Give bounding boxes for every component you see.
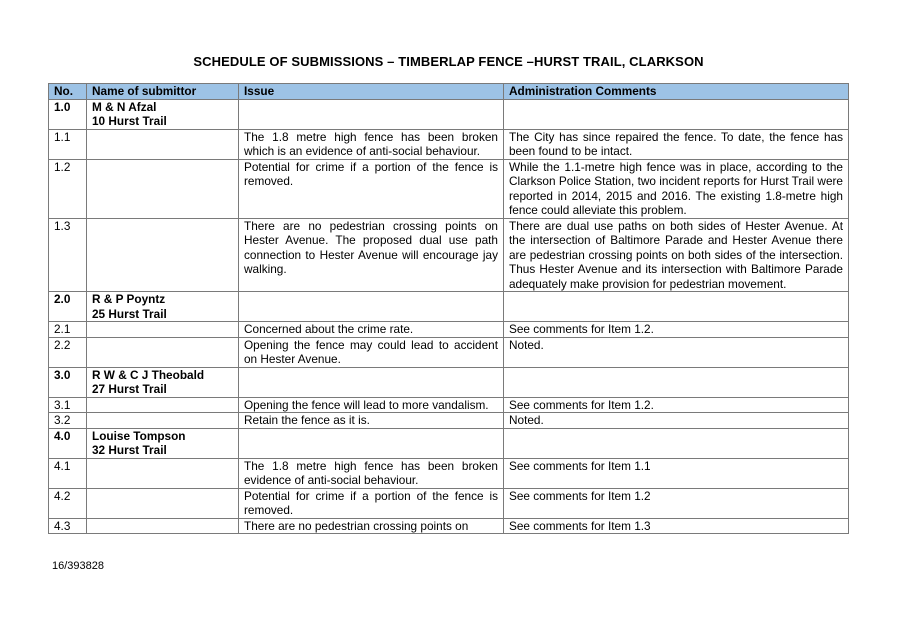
issue-cell (239, 428, 504, 458)
submittor-address: 27 Hurst Trail (92, 382, 167, 396)
row-number: 3.1 (49, 397, 87, 413)
comment-cell: The City has since repaired the fence. To date, the fence has been found to be intact. (504, 129, 849, 159)
comment-cell: Noted. (504, 413, 849, 429)
submittor-cell (87, 322, 239, 338)
submittor-cell (87, 397, 239, 413)
comment-cell: Noted. (504, 337, 849, 367)
submittor-row (49, 292, 849, 322)
row-number: 4.3 (49, 518, 87, 534)
submittor-name: Louise Tompson (92, 428, 186, 443)
row-number: 2.2 (49, 337, 87, 367)
issue-row (49, 488, 849, 518)
issue-cell: The 1.8 metre high fence has been broken evidence of anti-social behaviour. (239, 458, 504, 488)
submittor-address: 25 Hurst Trail (92, 306, 167, 321)
submittor-cell (87, 428, 239, 458)
comment-cell (504, 99, 849, 129)
row-number: 4.1 (49, 458, 87, 488)
submittor-row (49, 367, 849, 397)
row-number: 1.0 (49, 99, 87, 129)
issue-cell (239, 367, 504, 397)
submissions-table (48, 83, 849, 534)
issue-cell: Opening the fence may could lead to accident on Hester Avenue. (239, 337, 504, 367)
submittor-name: R W & C J Theobald (92, 367, 205, 382)
submittor-cell (87, 488, 239, 518)
comment-cell: See comments for Item 1.3 (504, 518, 849, 534)
submittor-cell (87, 292, 239, 322)
row-number: 2.1 (49, 322, 87, 338)
issue-row (49, 218, 849, 292)
submittor-cell (87, 218, 239, 292)
submittor-address: 32 Hurst Trail (92, 443, 167, 457)
submittor-name: M & N Afzal (92, 99, 157, 114)
issue-cell: There are no pedestrian crossing points on Hester Avenue. The proposed dual use path connection to Hester Avenue will encourage jay walking. (239, 218, 504, 292)
issue-row (49, 518, 849, 534)
submittor-name: R & P Poyntz (92, 292, 166, 306)
submittor-row (49, 428, 849, 458)
issue-cell: There are no pedestrian crossing points on (239, 518, 504, 534)
issue-cell: Concerned about the crime rate. (239, 322, 504, 338)
submittor-cell (87, 337, 239, 367)
issue-cell: Potential for crime if a portion of the fence is removed. (239, 488, 504, 518)
table-header-row (49, 84, 849, 100)
issue-cell: Potential for crime if a portion of the fence is removed. (239, 159, 504, 218)
comment-cell (504, 367, 849, 397)
comment-cell: See comments for Item 1.2 (504, 488, 849, 518)
header-comments: Administration Comments (504, 84, 849, 100)
submittor-cell (87, 367, 239, 397)
issue-row (49, 458, 849, 488)
header-issue: Issue (239, 84, 504, 100)
row-number: 3.0 (49, 367, 87, 397)
header-no: No. (49, 84, 87, 100)
issue-row (49, 159, 849, 218)
submittor-cell (87, 458, 239, 488)
row-number: 1.3 (49, 218, 87, 292)
comment-cell: See comments for Item 1.2. (504, 397, 849, 413)
comment-cell: See comments for Item 1.2. (504, 322, 849, 338)
submittor-row (49, 99, 849, 129)
issue-cell: The 1.8 metre high fence has been broken which is an evidence of anti-social behaviour. (239, 129, 504, 159)
comment-cell (504, 292, 849, 322)
header-submittor: Name of submittor (87, 84, 239, 100)
comment-cell: There are dual use paths on both sides of Hester Avenue. At the intersection of Baltimore Parade and Hester Avenue there are pedestrian crossing points on both sides of the intersection. Thus Hester Avenue and its intersection with Baltimore Parade adequately make provision for pedestrian movement. (504, 218, 849, 292)
submittor-cell (87, 159, 239, 218)
row-number: 3.2 (49, 413, 87, 429)
issue-row (49, 397, 849, 413)
row-number: 4.2 (49, 488, 87, 518)
comment-cell: See comments for Item 1.1 (504, 458, 849, 488)
comment-cell: While the 1.1-metre high fence was in place, according to the Clarkson Police Station, two incident reports for Hurst Trail were reported in 2014, 2015 and 2016. The existing 1.8-metre high fence could alleviate this problem. (504, 159, 849, 218)
row-number: 4.0 (49, 428, 87, 458)
issue-cell: Opening the fence will lead to more vandalism. (239, 397, 504, 413)
issue-cell (239, 99, 504, 129)
submittor-cell (87, 413, 239, 429)
submittor-address: 10 Hurst Trail (92, 114, 167, 128)
document-title: SCHEDULE OF SUBMISSIONS – TIMBERLAP FENCE –HURST TRAIL, CLARKSON (193, 54, 704, 69)
row-number: 2.0 (49, 292, 87, 322)
issue-row (49, 322, 849, 338)
issue-row (49, 337, 849, 367)
row-number: 1.2 (49, 159, 87, 218)
submittor-cell (87, 129, 239, 159)
document-reference: 16/393828 (52, 560, 104, 572)
issue-cell (239, 292, 504, 322)
issue-row (49, 129, 849, 159)
row-number: 1.1 (49, 129, 87, 159)
table-body (49, 99, 849, 534)
issue-cell: Retain the fence as it is. (239, 413, 504, 429)
comment-cell (504, 428, 849, 458)
submittor-cell (87, 518, 239, 534)
issue-row (49, 413, 849, 429)
submittor-cell (87, 99, 239, 129)
